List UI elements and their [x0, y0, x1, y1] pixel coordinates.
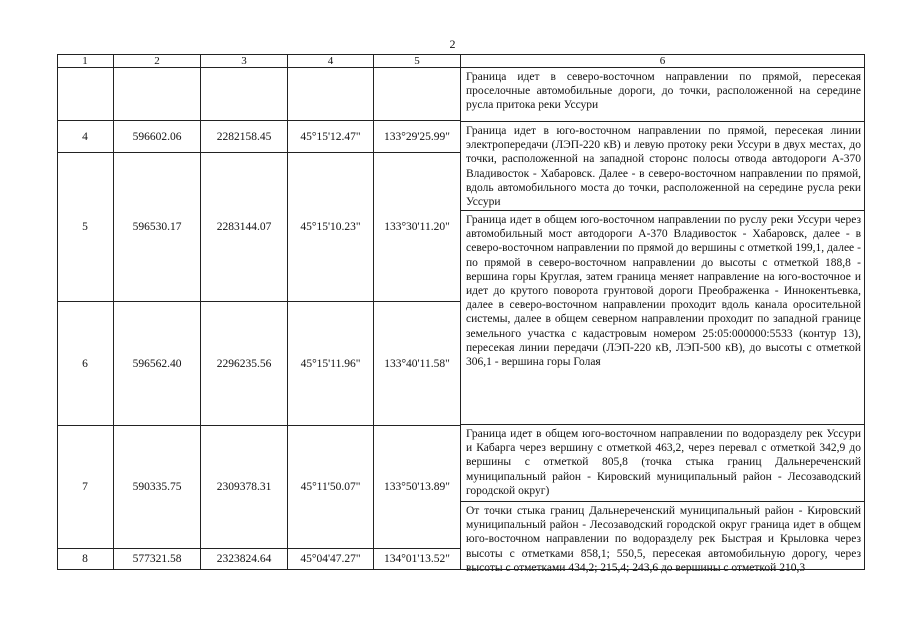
header-col-1: 1	[57, 54, 114, 68]
page-number: 2	[449, 37, 456, 51]
longitude: 133°29'25.99"	[374, 121, 461, 153]
longitude: 134°01'13.52"	[374, 549, 461, 570]
coord-y: 2283144.07	[201, 153, 288, 302]
coord-x: 596602.06	[114, 121, 201, 153]
point-number: 7	[57, 426, 114, 549]
point-number: 6	[57, 302, 114, 426]
boundary-description: Граница идет в общем юго-восточном направлении по водоразделу рек Уссури и Кабарга через вершину с отметкой 463,2, через перевал с отметкой 342,9 до вершины с отметкой 805,8 (точка стыка границ Дальнереченский муниципальный район - Кировский муниципальный район - Лесозаводский городской округ)	[466, 428, 861, 497]
header-col-6: 6	[461, 54, 865, 68]
coord-y: 2323824.64	[201, 549, 288, 570]
point-number: 8	[57, 549, 114, 570]
blank-cell	[114, 68, 201, 121]
longitude: 133°30'11.20"	[374, 153, 461, 302]
latitude: 45°15'12.47"	[288, 121, 374, 153]
boundary-description: Граница идет в северо-восточном направлении по прямой, пересекая проселочные автомобильные дороги, до точки, расположенной на середине русла притока реки Уссури	[466, 71, 861, 112]
coord-x: 577321.58	[114, 549, 201, 570]
blank-cell	[201, 68, 288, 121]
latitude: 45°04'47.27"	[288, 549, 374, 570]
coord-x: 596562.40	[114, 302, 201, 426]
coord-x: 596530.17	[114, 153, 201, 302]
header-col-3: 3	[201, 54, 288, 68]
coord-y: 2282158.45	[201, 121, 288, 153]
boundary-description: Граница идет в юго-восточном направлении по прямой, пересекая линии электропередачи (ЛЭП-220 кВ) и левую протоку реки Уссури в двух местах, до точки, расположенной на западной сторонс полосы отвода автодороги А-370 Владивосток - Хабаровск. Далее - в северо-восточном направлении по прямой, вдоль автомобильного моста до точки, расположенной на середине русла реки Уссури	[466, 125, 861, 209]
point-number: 4	[57, 121, 114, 153]
header-col-5: 5	[374, 54, 461, 68]
longitude: 133°40'11.58"	[374, 302, 461, 426]
blank-cell	[57, 68, 114, 121]
coord-y: 2309378.31	[201, 426, 288, 549]
blank-cell	[374, 68, 461, 121]
latitude: 45°11'50.07"	[288, 426, 374, 549]
boundary-description: От точки стыка границ Дальнереченский муниципальный район - Кировский муниципальный район - Лесозаводский городской округ граница идет в общем юго-восточном направлении по водоразделу рек Быстрая и Крыловка через высоты с отметками 858,1; 550,5, пересекая автомобильную дорогу, через высоты с отметками 434,2; 215,4; 243,6 до вершины с отметкой 210,3	[466, 505, 861, 574]
header-col-2: 2	[114, 54, 201, 68]
latitude: 45°15'11.96"	[288, 302, 374, 426]
point-number: 5	[57, 153, 114, 302]
blank-cell	[288, 68, 374, 121]
header-col-4: 4	[288, 54, 374, 68]
longitude: 133°50'13.89"	[374, 426, 461, 549]
boundary-description: Граница идет в общем юго-восточном направлении по руслу реки Уссури через автомобильный мост автодороги А-370 Владивосток - Хабаровск, далее - в северо-восточном направлении по прямой до вершины с отметкой 199,1, далее - по прямой в северо-восточном направлении до высоты с отметкой 188,8 - вершина горы Круглая, затем граница меняет направление на юго-восточное и идет до крутого поворота грунтовой дороги Преображенка - Иннокентьевка, далее в северо-восточном направлении проходит вдоль канала оросительной системы, далее в общем северном направлении проходит по западной границе земельного участка с кадастровым номером 25:05:000000:5533 (контур 13), пересекая линии передачи (ЛЭП-220 кВ, ЛЭП-500 кВ), до высоты с отметкой 306,1 - вершина горы Голая	[466, 214, 861, 369]
coord-x: 590335.75	[114, 426, 201, 549]
coord-y: 2296235.56	[201, 302, 288, 426]
latitude: 45°15'10.23"	[288, 153, 374, 302]
